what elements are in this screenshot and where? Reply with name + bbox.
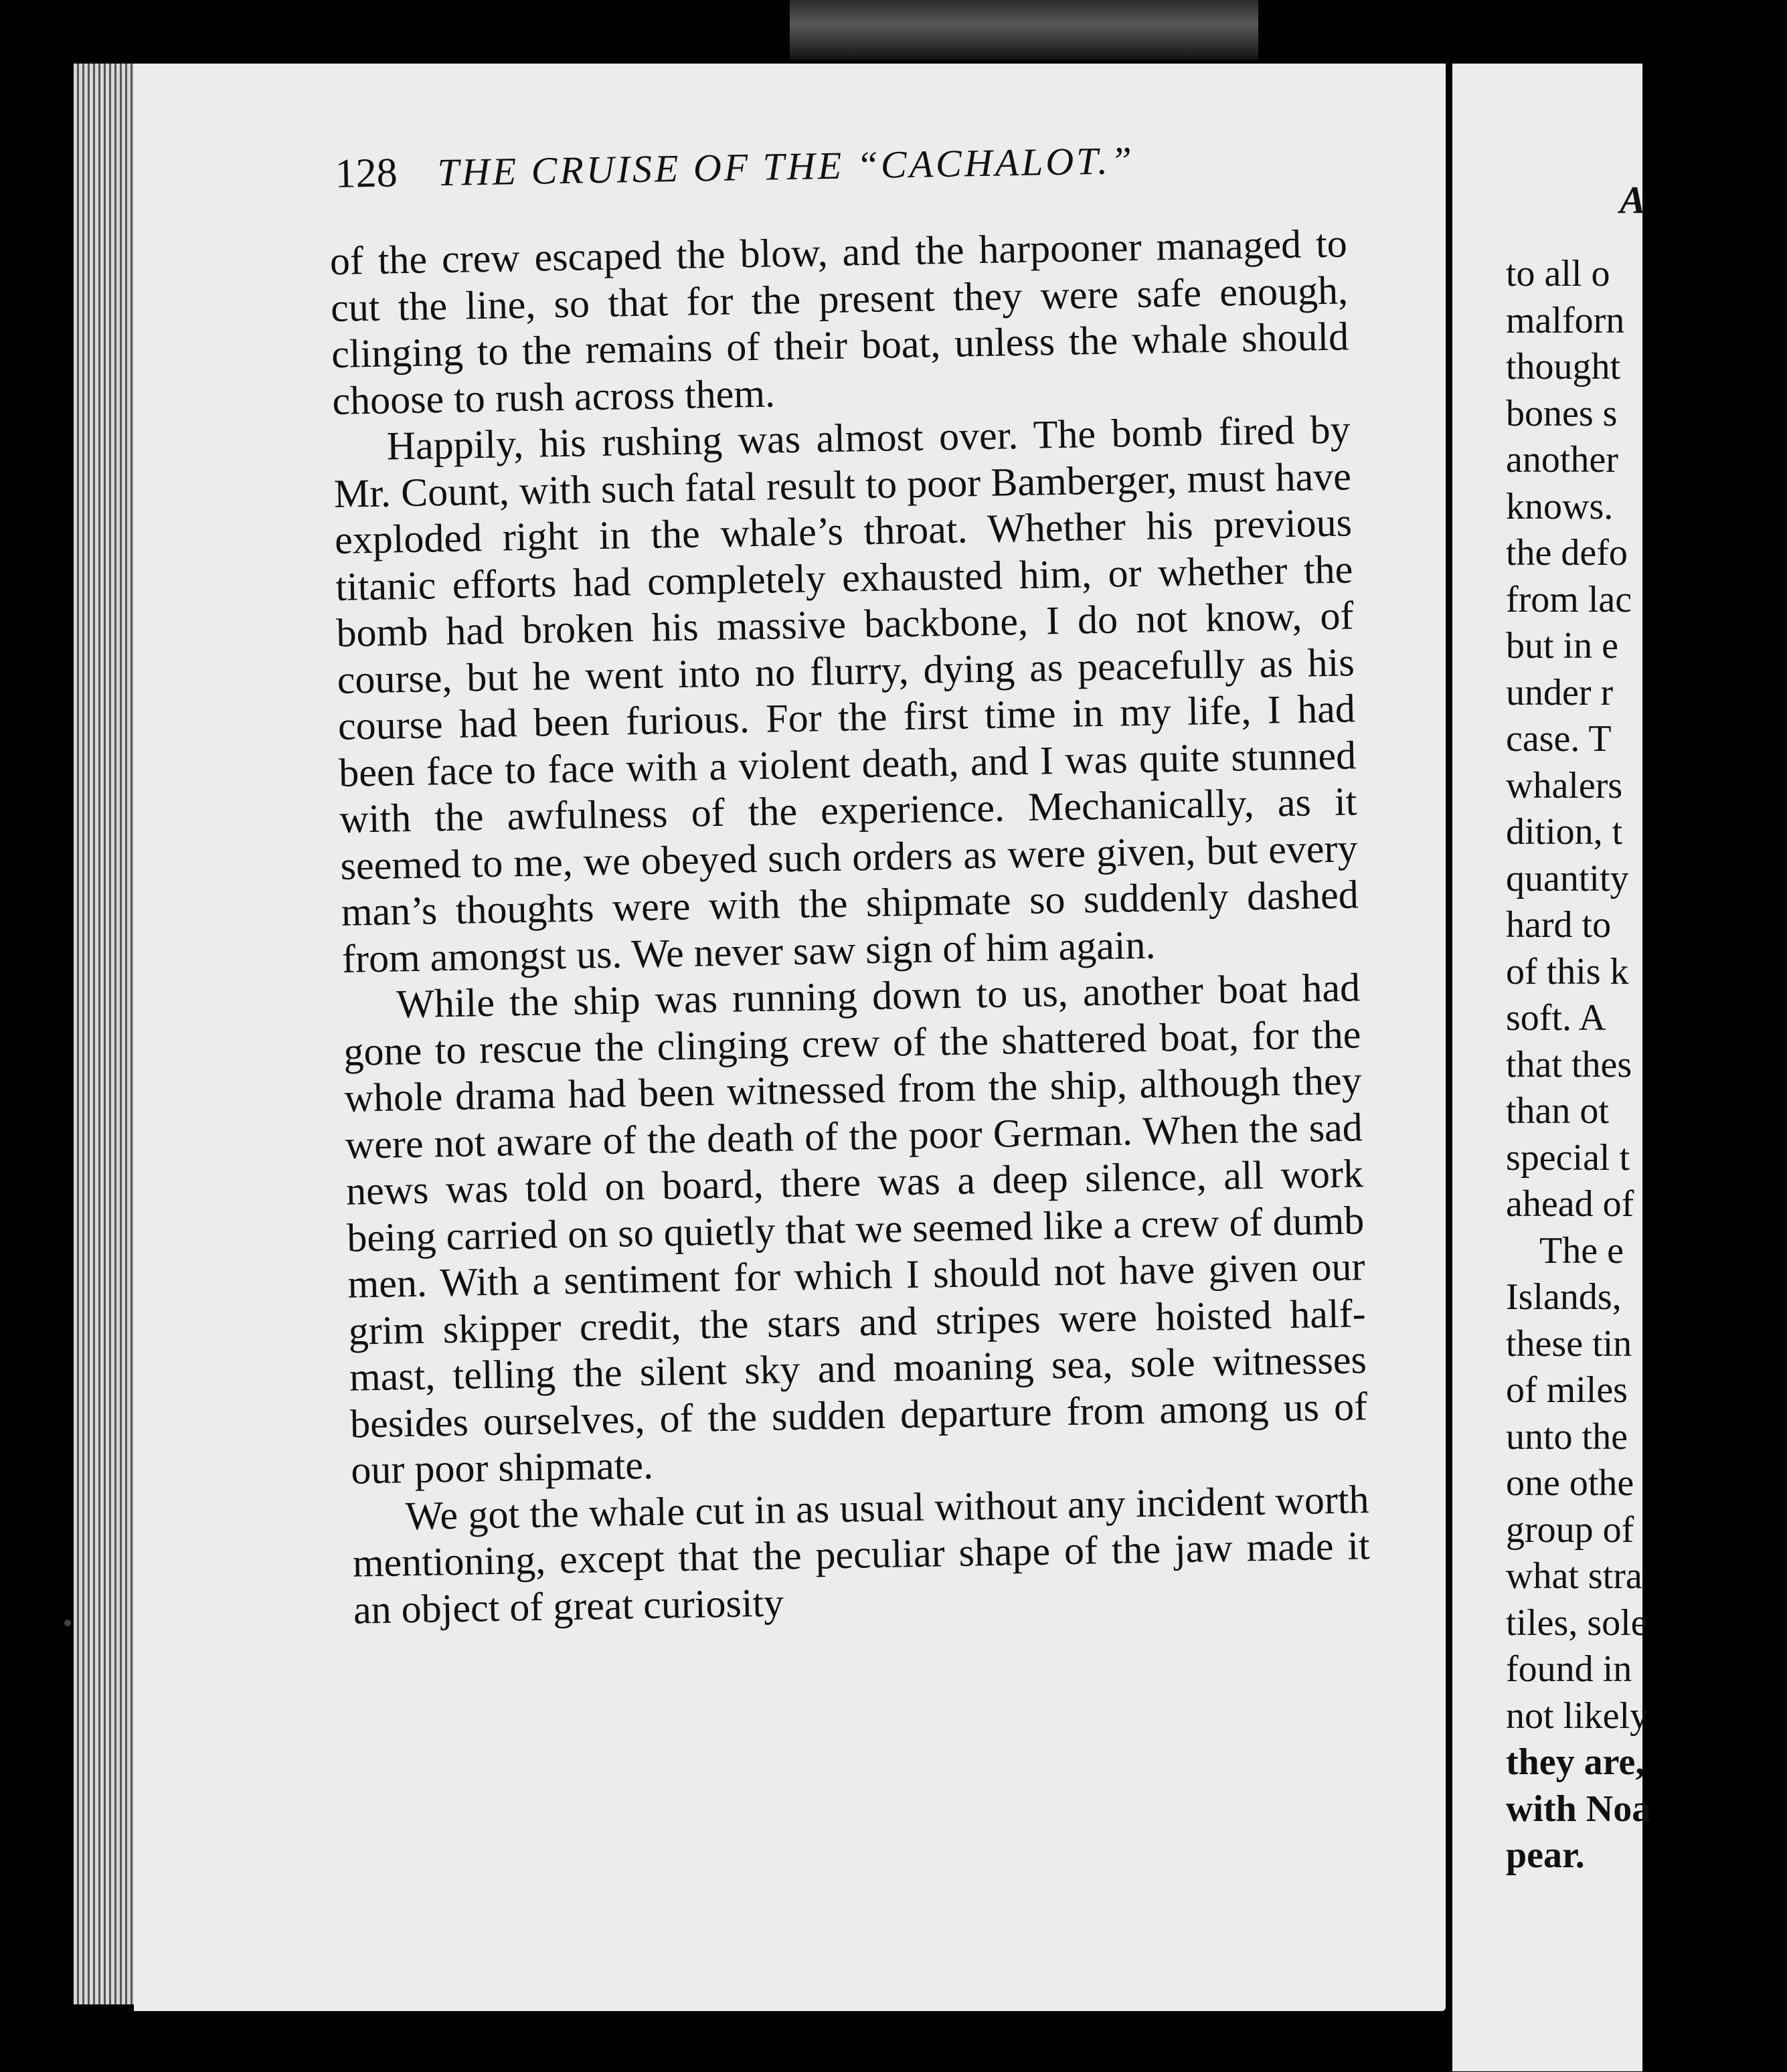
- right-page-line: under r: [1506, 671, 1614, 713]
- left-page: [134, 64, 1446, 2011]
- paragraph-2: Happily, his rushing was almost over. The bomb fired by Mr. Count, with such fatal result to poor Bamberger, must have exploded right in the whale’s throat. Whether his previous titanic efforts had completely exhausted him, or whether the bomb had broken his massive backbone, I do not know, of course, but he went into no flurry, dying as peacefully as his course had been furious. For the first time in my life, I had been face to face with a violent death, and I was quite stunned with the awfulness of the experience. Mechanically, as it seemed to me, we obeyed such orders as were given, but every man’s thoughts were with the shipmate so suddenly dashed from amongst us. We never saw sign of him again.: [333, 407, 1359, 981]
- right-page-line: ahead of: [1506, 1183, 1634, 1225]
- right-page-line: what stra: [1506, 1555, 1642, 1597]
- right-page-line: one othe: [1506, 1462, 1634, 1504]
- right-page-line: another: [1506, 439, 1618, 481]
- right-page-line: the defo: [1506, 532, 1628, 574]
- scanner-top-strip: [790, 0, 1258, 60]
- right-page-line: but in e: [1506, 625, 1618, 667]
- right-page: [1452, 64, 1651, 2071]
- left-page-content: [328, 133, 1371, 1633]
- paragraph-1: of the crew escaped the blow, and the harpooner managed to cut the line, so that for the present they were safe enough, clinging to the remains of their boat, unless the whale should choose to rush across them.: [329, 221, 1349, 423]
- right-page-line: not likely: [1506, 1695, 1649, 1737]
- right-page-line: bones s: [1506, 392, 1618, 434]
- right-page-line: pear.: [1506, 1834, 1585, 1876]
- right-page-line: these tin: [1506, 1322, 1632, 1365]
- right-page-line: whalers: [1506, 764, 1623, 806]
- right-page-line: special t: [1506, 1136, 1630, 1179]
- right-page-line: found in: [1506, 1648, 1632, 1690]
- right-page-line: quantity: [1506, 857, 1629, 899]
- paragraph-3: While the ship was running down to us, another boat had gone to rescue the clinging crew of the shattered boat, for the whole drama had been witnessed from the ship, although they were not aware of the death of the poor German. When the sad news was told on board, there was a deep silence, all work being carried on so quietly that we seemed like a crew of dumb men. With a sentiment for which I should not have given our grim skipper credit, the stars and stripes were hoisted half-mast, telling the silent sky and moaning sea, sole witnesses besides ourselves, of the sudden departure from among us of our poor shipmate.: [343, 965, 1368, 1492]
- right-page-line: soft. A: [1506, 997, 1606, 1039]
- right-page-line: thought: [1506, 346, 1621, 387]
- right-page-line: group of: [1506, 1508, 1634, 1551]
- right-page-text: [1506, 251, 1787, 1879]
- right-page-line: tiles, sole: [1506, 1602, 1648, 1644]
- right-page-line: of this k: [1506, 950, 1629, 992]
- running-title: THE CRUISE OF THE “CACHALOT.”: [437, 138, 1135, 195]
- right-page-line: case. T: [1506, 718, 1612, 760]
- right-page-line: they are,: [1506, 1741, 1645, 1783]
- right-page-line: dition, t: [1506, 811, 1623, 853]
- right-page-line: than ot: [1506, 1090, 1609, 1132]
- right-page-line: The e: [1539, 1229, 1624, 1272]
- right-page-line: unto the: [1506, 1415, 1628, 1458]
- right-page-header: A: [1620, 178, 1646, 222]
- right-page-line: Islands,: [1506, 1276, 1622, 1318]
- right-page-line: of miles: [1506, 1369, 1628, 1411]
- paragraph-4: We got the whale cut in as usual without any incident worth mentioning, except that the peculiar shape of the jaw made it an object of great curiosity: [352, 1476, 1371, 1632]
- right-page-line: knows.: [1506, 485, 1614, 527]
- right-page-line: from lac: [1506, 578, 1632, 620]
- right-page-line: malforn: [1506, 299, 1625, 341]
- page-number: 128: [335, 150, 398, 197]
- scan-speck: [64, 1620, 71, 1626]
- right-page-line: that thes: [1506, 1043, 1632, 1086]
- right-page-line: with Noa: [1506, 1788, 1651, 1830]
- page-header: [335, 133, 1346, 197]
- right-page-line: to all o: [1506, 253, 1610, 294]
- right-page-line: hard to: [1506, 904, 1612, 946]
